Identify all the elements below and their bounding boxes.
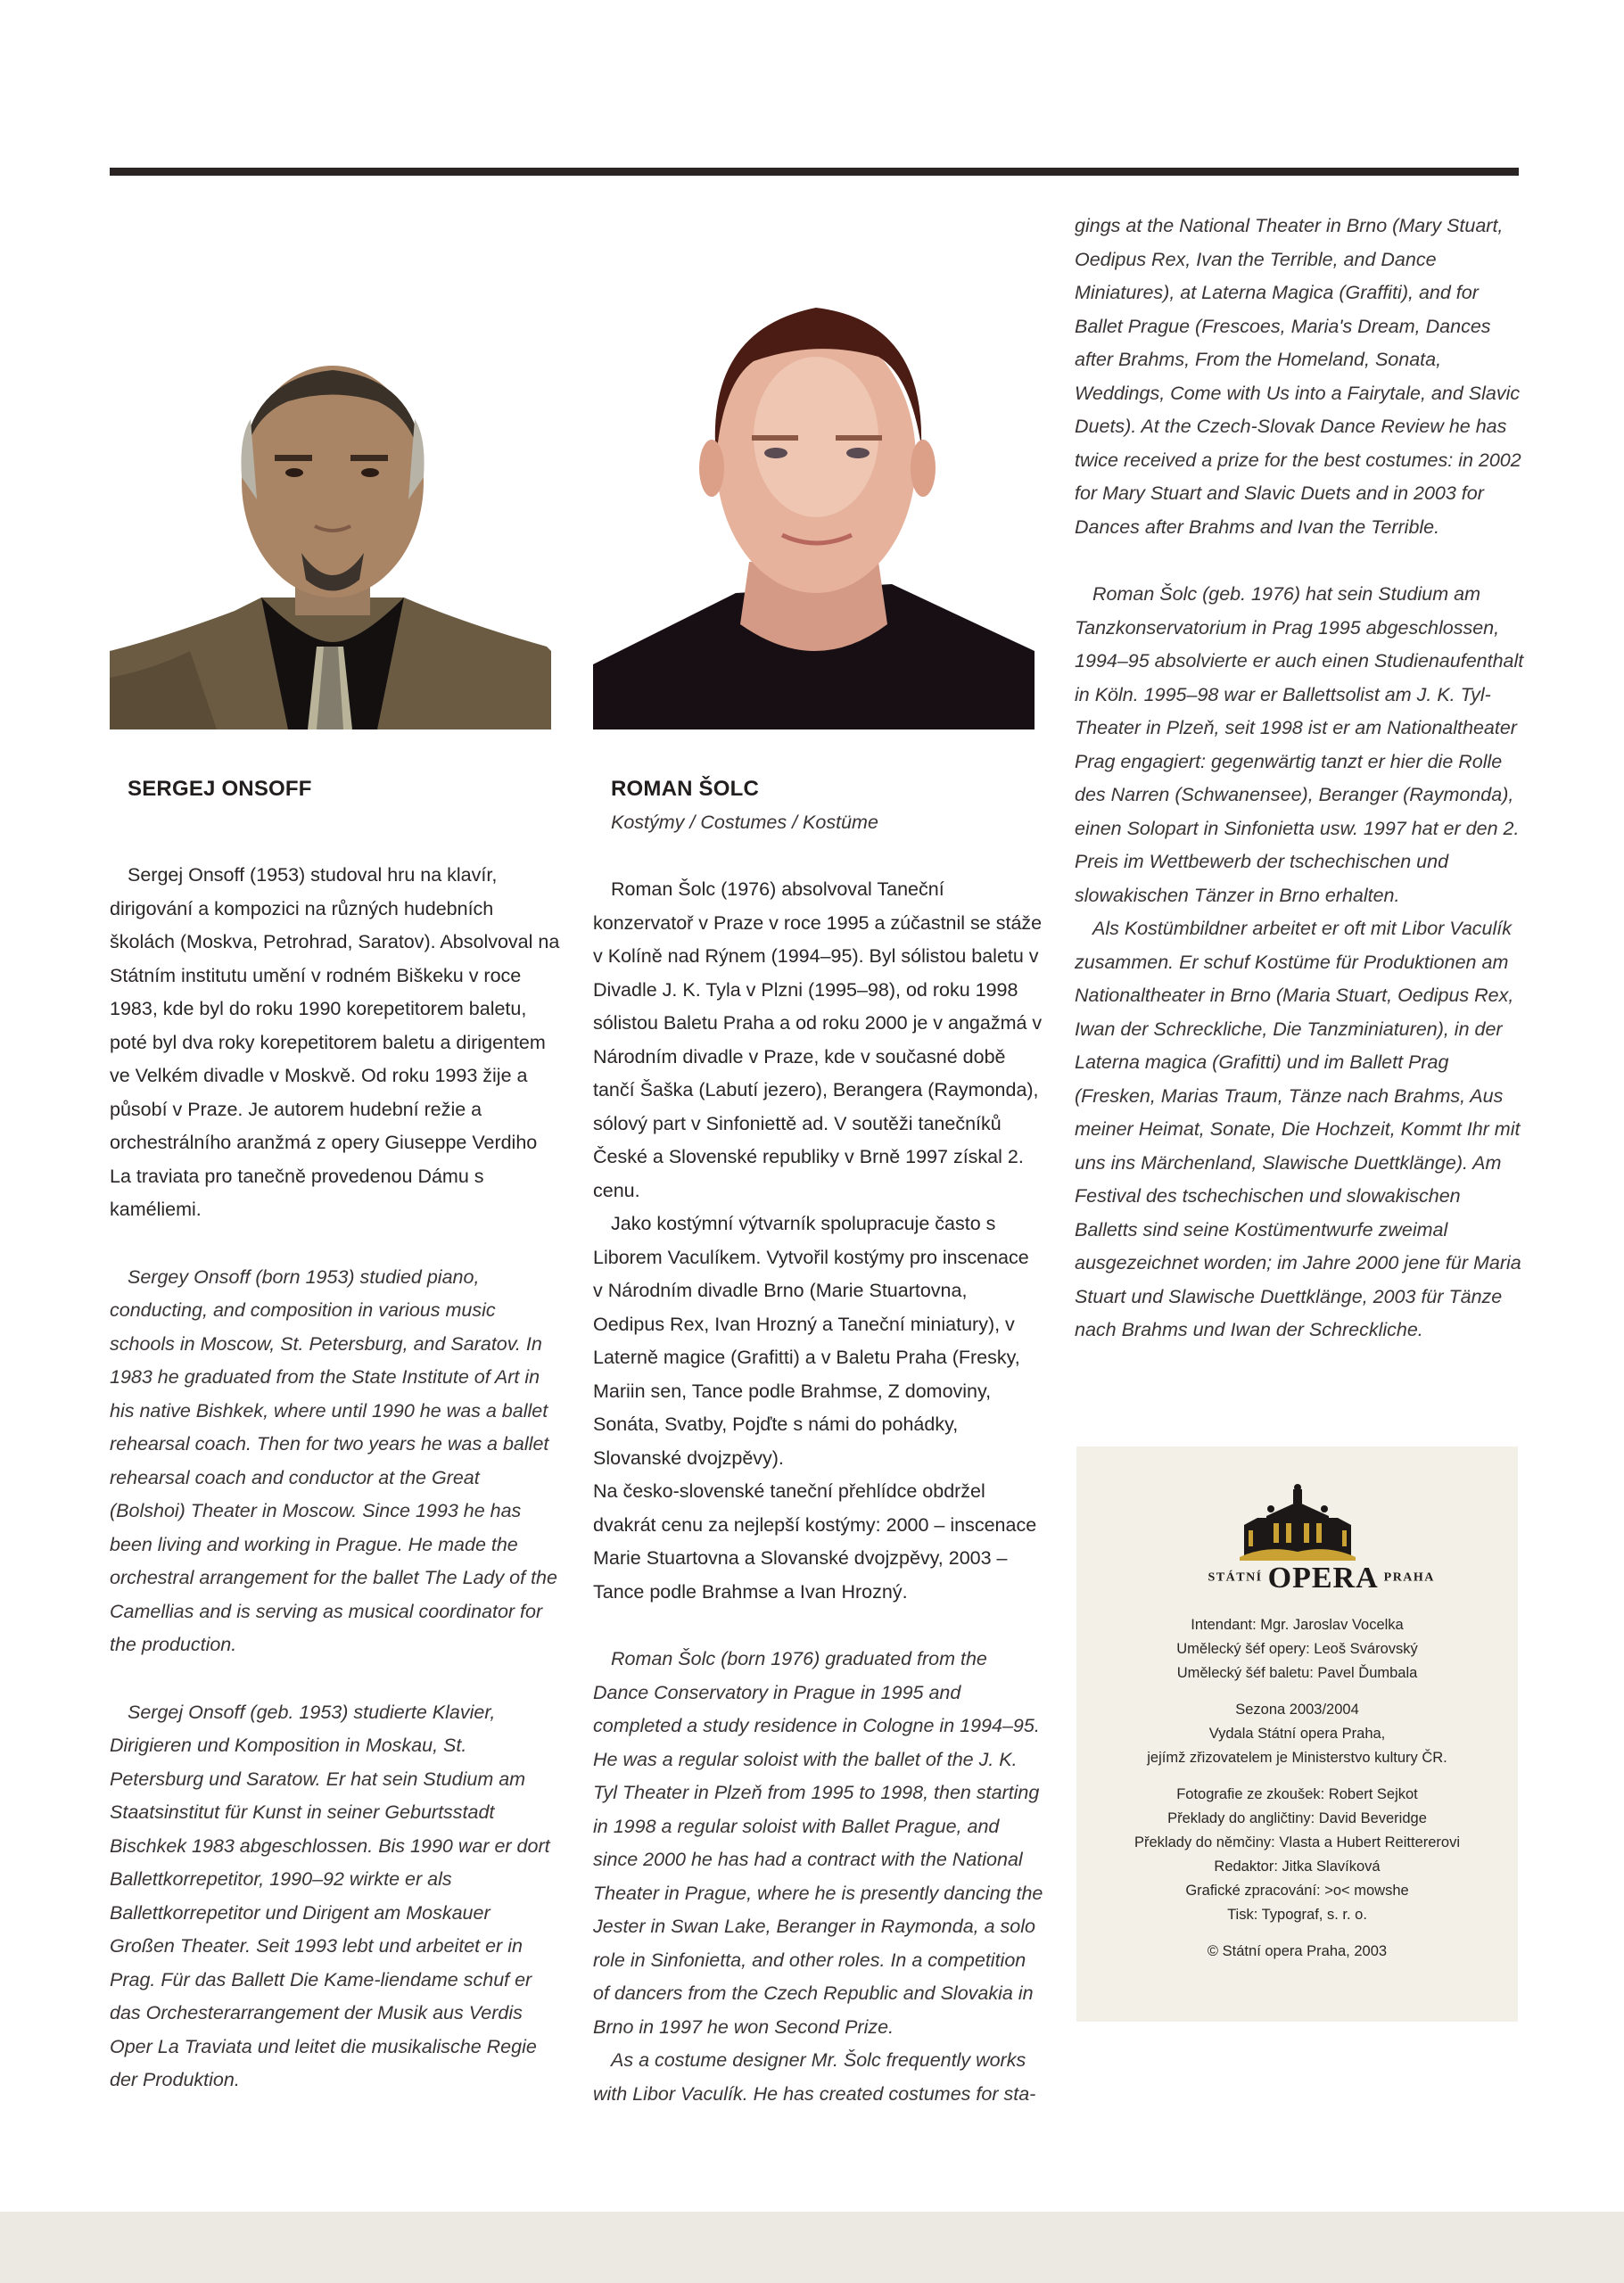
credit-line: Fotografie ze zkoušek: Robert Sejkot — [1176, 1785, 1418, 1802]
credits-production — [1076, 1783, 1518, 1927]
statni-opera-logo — [1208, 1482, 1435, 1595]
bio-english-2a: As a costume designer Mr. Šolc frequently works with Libor Vaculík. He has created costumes for sta- — [593, 2049, 1036, 2105]
logo-main: OPERA — [1267, 1561, 1379, 1595]
bio-czech-3: Na česko-slovenské taneční přehlídce obdržel dvakrát cenu za nejlepší kostýmy: 2000 – inscenace Marie Stuartovna a Slovanské dvojzpěvy, 2003 – Tance podle Brahmse a Ivan Hrozný. — [593, 1480, 1037, 1603]
person-name: SERGEJ ONSOFF — [128, 777, 312, 801]
credit-line: Tisk: Typograf, s. r. o. — [1227, 1906, 1367, 1923]
person-role: Kostýmy / Costumes / Kostüme — [611, 812, 878, 833]
bio-czech-1: Roman Šolc (1976) absolvoval Taneční konzervatoř v Praze v roce 1995 a zúčastnil se stáže v Kolíně nad Rýnem (1994–95). Byl sólistou baletu v Divadle J. K. Tyla v Plzni (1995–98), od roku 1998 sólistou Baletu Praha a od roku 2000 je v angažmá v Národním divadle v Praze, kde v současné době tančí Šaška (Labutí jezero), Berangera (Raymonda), sólový part v Sinfoniettě ad. V soutěži tanečníků České a Slovenské republiky v Brně 1997 získal 2. cenu. — [593, 878, 1043, 1201]
column-onsoff — [110, 771, 560, 2098]
credits-season — [1076, 1698, 1518, 1770]
bio-german-2: Als Kostümbildner arbeitet er oft mit Libor Vaculík zusammen. Er schuf Kostüme für Produktionen am Nationaltheater in Brno (Maria Stuart, Oedipus Rex, Iwan der Schreckliche, Die Tanzminiaturen), in der Laterna magica (Grafitti) und im Ballett Prag (Fresken, Marias Traum, Tänze nach Brahms, Aus meiner Heimat, Sonate, Die Hochzeit, Kommt Ihr mit uns ins Märchenland, Slawische Duettklänge). Am Festival des tschechischen und slowakischen Balletts sind seine Kostümentwurfe zweimal ausgezeichnet worden; im Jahre 2000 jene für Maria Stuart und Slawische Duettklänge, 2003 für Tänze nach Brahms und Iwan der Schreckliche. — [1075, 918, 1521, 1340]
credit-line: jejímž zřizovatelem je Ministerstvo kultury ČR. — [1147, 1749, 1447, 1766]
column-solc — [593, 771, 1043, 2111]
credit-line: Umělecký šéf opery: Leoš Svárovský — [1176, 1640, 1418, 1657]
credit-line: Překlady do němčiny: Vlasta a Hubert Reittererovi — [1134, 1834, 1460, 1850]
person-name: ROMAN ŠOLC — [611, 777, 759, 801]
logo-prefix: STÁTNÍ — [1208, 1570, 1263, 1585]
bio-english-2b: gings at the National Theater in Brno (Mary Stuart, Oedipus Rex, Ivan the Terrible, and Dance Miniatures), at Laterna Magica (Graffiti), and for Ballet Prague (Frescoes, Maria's Dream, Dances after Brahms, From the Homeland, Sonata, Weddings, Come with Us into a Fairytale, and Slavic Duets). At the Czech-Slovak Dance Review he has twice received a prize for the best costumes: in 2002 for Mary Stuart and Slavic Duets and in 2003 for Dances after Brahms and Ivan the Terrible. — [1075, 215, 1521, 538]
copyright-line: © Státní opera Praha, 2003 — [1207, 1942, 1388, 1959]
credit-line: Intendant: Mgr. Jaroslav Vocelka — [1191, 1616, 1404, 1633]
credit-line: Grafické zpracování: >o< mowshe — [1185, 1882, 1409, 1899]
bio-czech: Sergej Onsoff (1953) studoval hru na klavír, dirigování a kompozici na různých hudebních školách (Moskva, Petrohrad, Saratov). Absolvoval na Státním institutu umění v rodném Biškeku v roce 1983, kde byl do roku 1990 korepetitorem baletu, poté byl dva roky korepetitorem baletu a dirigentem ve Velkém divadle v Moskvě. Od roku 1993 žije a působí v Praze. Je autorem hudební režie a orchestrálního aranžmá z opery Giuseppe Verdiho La traviata pro tanečně provedenou Dámu s kaméliemi. — [110, 864, 560, 1220]
credit-line: Umělecký šéf baletu: Pavel Ďumbala — [1176, 1664, 1418, 1681]
credit-line: Překlady do angličtiny: David Beveridge — [1167, 1809, 1427, 1826]
column-continuation — [1075, 210, 1525, 1348]
credits-copyright — [1076, 1940, 1518, 1964]
credit-line: Vydala Státní opera Praha, — [1208, 1725, 1386, 1742]
bio-czech-2: Jako kostýmní výtvarník spolupracuje často s Liborem Vaculíkem. Vytvořil kostýmy pro inscenace v Národním divadle Brno (Marie Stuartovna, Oedipus Rex, Ivan Hrozný a Taneční miniatury), v Laterně magice (Grafitti) a v Baletu Praha (Fresky, Mariin sen, Tance podle Brahmse, Z domoviny, Sonáta, Svatby, Pojďte s námi do pohádky, Slovanské dvojzpěvy). — [593, 1213, 1029, 1469]
credit-line: Sezona 2003/2004 — [1235, 1701, 1359, 1718]
page-edge-band — [0, 2212, 1624, 2283]
logo-wordmark — [1208, 1561, 1435, 1595]
credits-staff — [1076, 1613, 1518, 1685]
bio-german: Sergej Onsoff (geb. 1953) studierte Klavier, Dirigieren und Komposition in Moskau, St. Petersburg und Saratow. Er hat sein Studium am Staatsinstitut für Kunst in seiner Geburtsstadt Bischkek 1983 abgeschlossen. Bis 1990 war er dort Ballettkorrepetitor, 1990–92 wirkte er als Ballettkorrepetitor und Dirigent am Moskauer Großen Theater. Seit 1993 lebt und arbeitet er in Prag. Für das Ballett Die Kame-liendame schuf er das Orchesterarrangement der Musik aus Verdis Oper La Traviata und leitet die musikalische Regie der Produktion. — [110, 1701, 550, 2090]
bio-german-1: Roman Šolc (geb. 1976) hat sein Studium am Tanzkonservatorium in Prag 1995 abgeschlossen, 1994–95 absolvierte er auch einen Studienaufenthalt in Köln. 1995–98 war er Ballettsolist am J. K. Tyl-Theater in Plzeň, seit 1998 ist er am Nationaltheater Prag engagiert: gegenwärtig tanzt er hier die Rolle des Narren (Schwanensee), Beranger (Raymonda), einen Solopart in Sinfonietta usw. 1997 hat er den 2. Preis im Wettbewerb der tschechischen und slowakischen Tänzer in Brno erhalten. — [1075, 583, 1524, 906]
top-rule — [110, 168, 1519, 176]
credit-line: Redaktor: Jitka Slavíková — [1214, 1858, 1381, 1875]
opera-house-icon — [1231, 1482, 1364, 1562]
portrait-roman-solc — [593, 268, 1035, 729]
credits-box — [1076, 1446, 1518, 2022]
bio-english-1: Roman Šolc (born 1976) graduated from the Dance Conservatory in Prague in 1995 and completed a study residence in Cologne in 1994–95. He was a regular soloist with the ballet of the J. K. Tyl Theater in Plzeň from 1995 to 1998, then starting in 1998 a regular soloist with Ballet Prague, and since 2000 he has had a contract with the National Theater in Prague, where he is presently dancing the Jester in Swan Lake, Beranger in Raymonda, a solo role in Sinfonietta, and other roles. In a competition of dancers from the Czech Republic and Slovakia in Brno in 1997 he won Second Prize. — [593, 1648, 1043, 2038]
bio-english: Sergey Onsoff (born 1953) studied piano, conducting, and composition in various music schools in Moscow, St. Petersburg, and Saratov. In 1983 he graduated from the State Institute of Art in his native Bishkek, where until 1990 he was a ballet rehearsal coach. Then for two years he was a ballet rehearsal coach and conductor at the Great (Bolshoi) Theater in Moscow. Since 1993 he has been living and working in Prague. He made the orchestral arrangement for the ballet The Lady of the Camellias and is serving as musical coordinator for the production. — [110, 1265, 557, 1655]
logo-suffix: PRAHA — [1383, 1570, 1435, 1585]
portrait-sergej-onsoff — [110, 294, 551, 729]
